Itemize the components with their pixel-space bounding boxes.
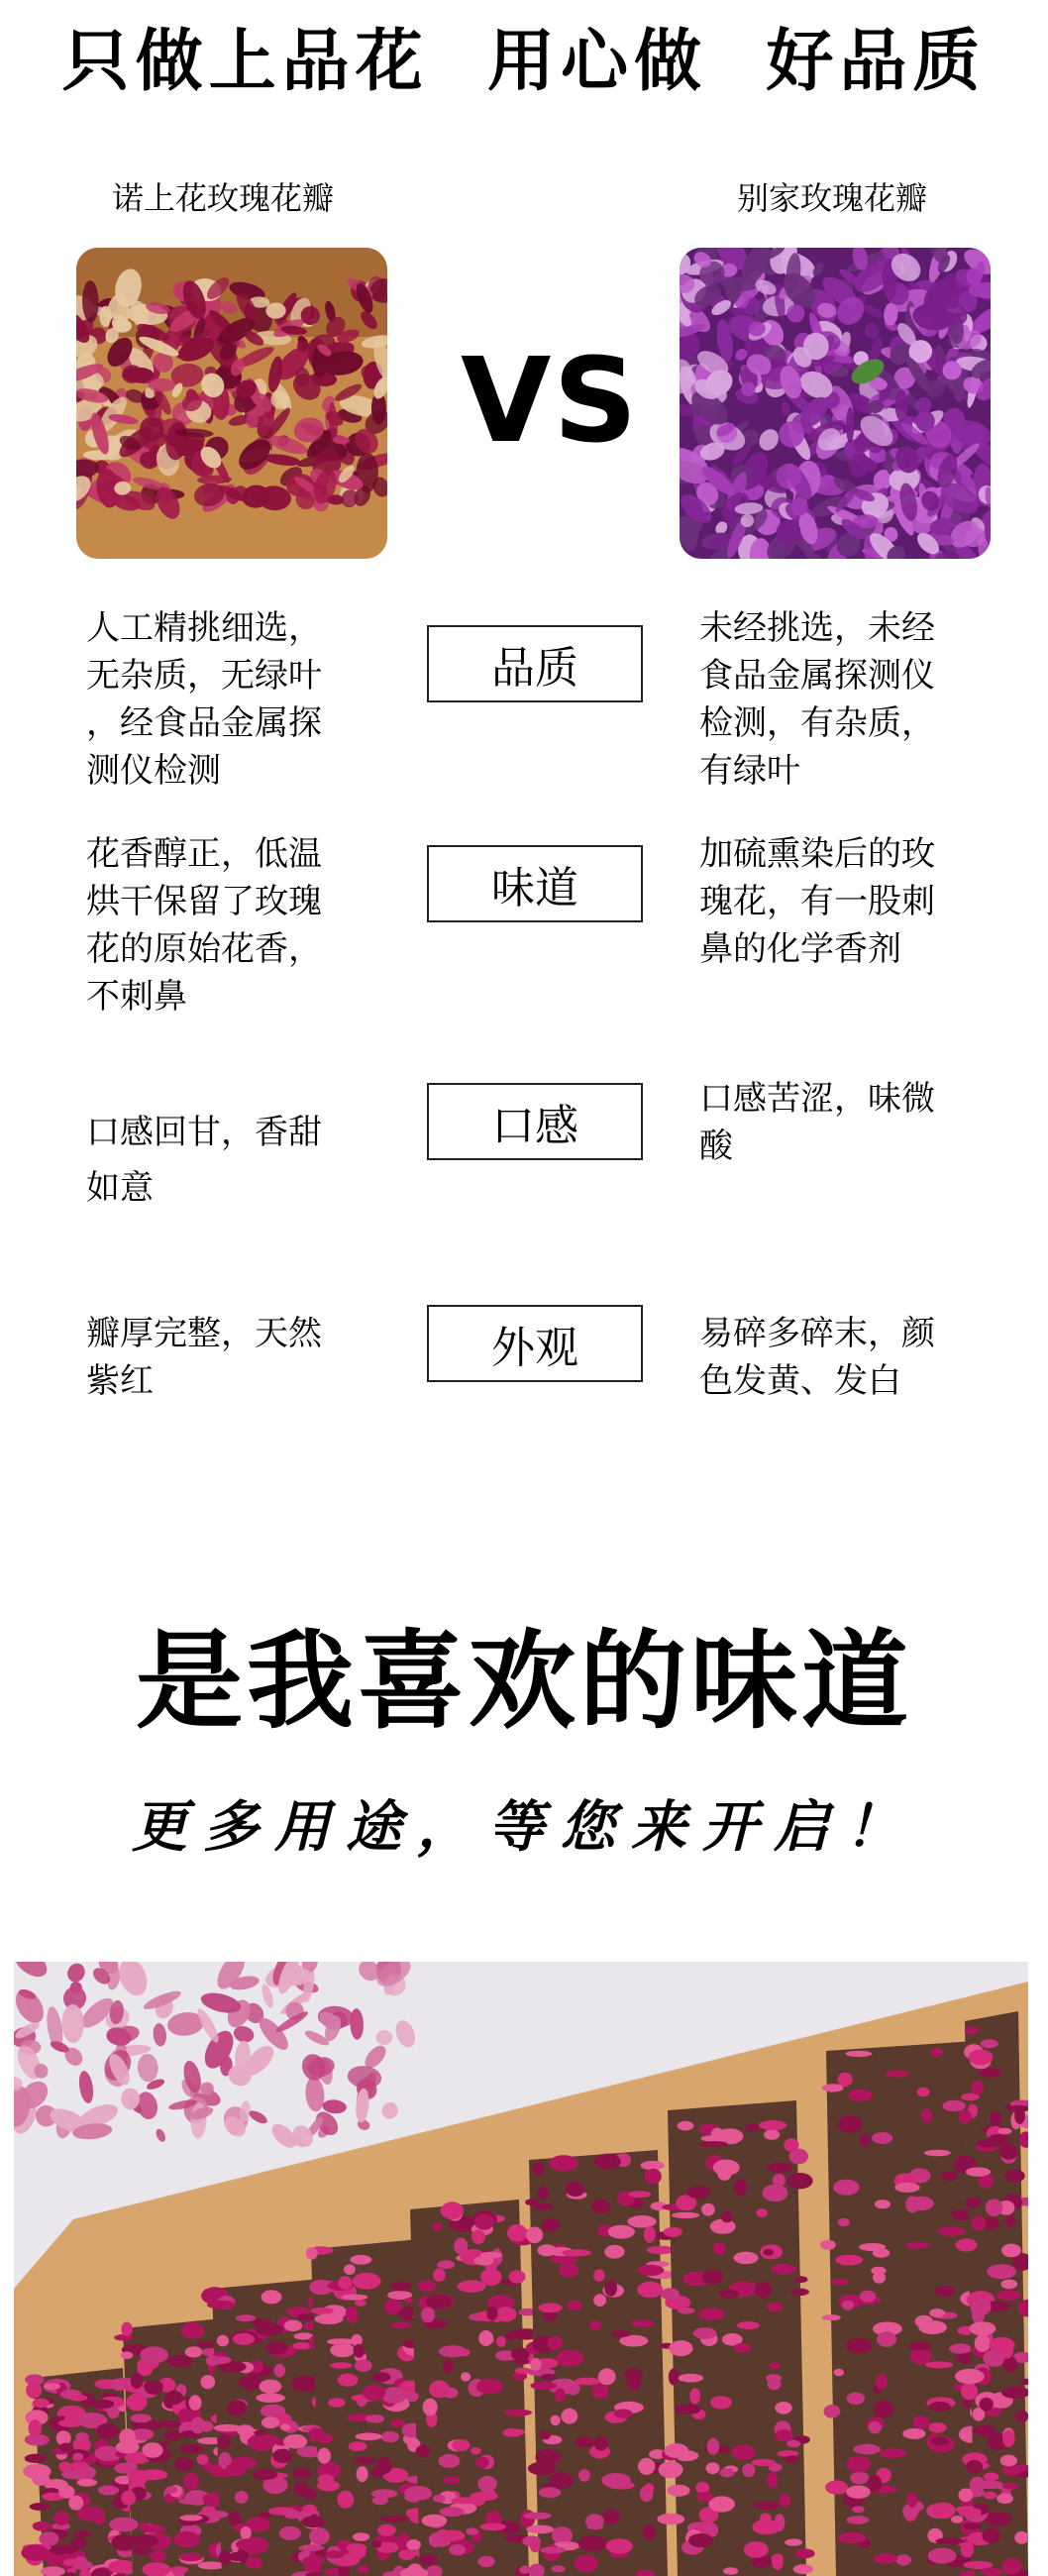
taste-label: 味道 xyxy=(427,845,643,922)
competitor-rose-petals-image xyxy=(680,248,991,559)
slogan-title: 是我喜欢的味道 xyxy=(135,1620,912,1744)
page-headline: 只做上品花 用心做 好品质 xyxy=(61,23,987,101)
mouthfeel-competitor-text: 口感苦涩，味微 酸 xyxy=(699,1079,935,1166)
taste-competitor-text: 加硫熏染后的玫 瑰花，有一股刺 鼻的化学香剂 xyxy=(699,834,935,969)
quality-ours-text: 人工精挑细选， 无杂质，无绿叶 ，经食品金属探 测仪检测 xyxy=(86,608,322,791)
quality-competitor-text: 未经挑选，未经 食品金属探测仪 检测，有杂质， 有绿叶 xyxy=(699,608,935,791)
our-rose-petals-image xyxy=(76,248,387,559)
appearance-label: 外观 xyxy=(427,1305,643,1382)
our-product-heading: 诺上花玫瑰花瓣 xyxy=(111,179,334,217)
vs-label: VS xyxy=(461,332,640,469)
appearance-ours-text: 瓣厚完整，天然 紫红 xyxy=(86,1314,322,1401)
rose-petal-pastry-photo xyxy=(14,1962,1028,2576)
appearance-competitor-text: 易碎多碎末，颜 色发黄、发白 xyxy=(699,1314,935,1401)
mouthfeel-label: 口感 xyxy=(427,1083,643,1160)
competitor-heading: 别家玫瑰花瓣 xyxy=(736,179,927,217)
taste-ours-text: 花香醇正，低温 烘干保留了玫瑰 花的原始花香， 不刺鼻 xyxy=(86,834,322,1017)
slogan-subtitle: 更多用途，等您来开启！ xyxy=(132,1794,916,1860)
mouthfeel-ours-text: 口感回甘，香甜 如意 xyxy=(86,1113,322,1208)
quality-label: 品质 xyxy=(427,625,643,702)
